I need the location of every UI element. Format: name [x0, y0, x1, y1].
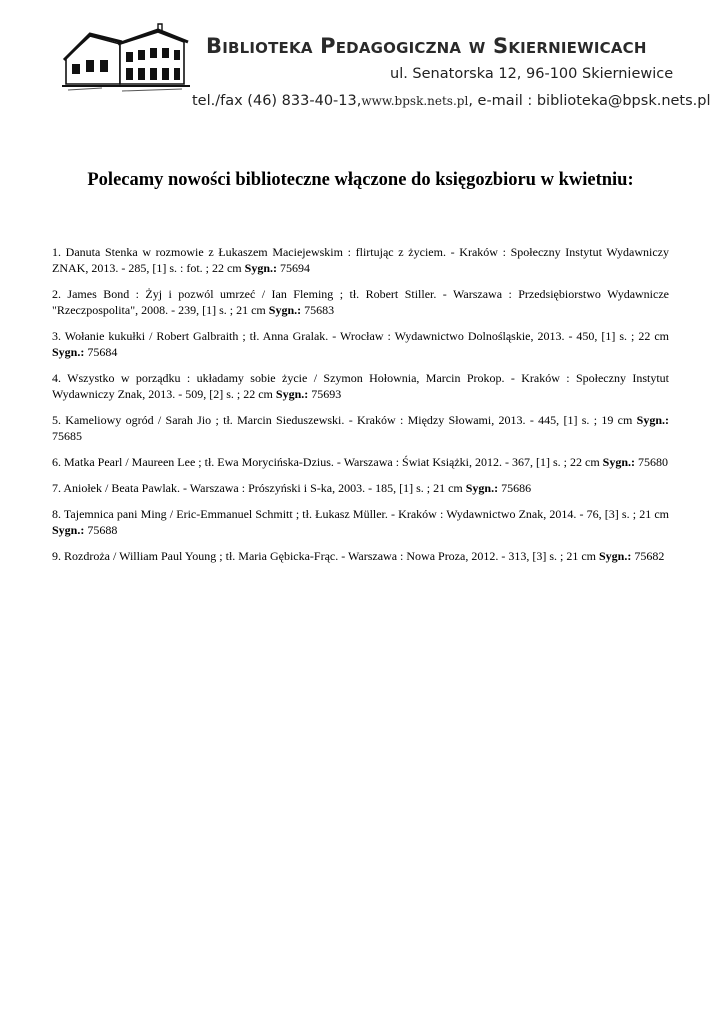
sygn-label: Sygn.: [275, 387, 309, 401]
sygn-label: Sygn.: [52, 345, 85, 359]
sygn-label: Sygn.: [244, 261, 277, 275]
call-number: 75688 [87, 523, 118, 537]
phone-fax: tel./fax (46) 833-40-13, [192, 93, 362, 109]
email-address: , e-mail : biblioteka@bpsk.nets.pl [468, 93, 711, 109]
sygn-label: Sygn.: [636, 413, 669, 427]
entry-description: 9. Rozdroża / William Paul Young ; tł. Maria Gębicka-Frąc. - Warszawa : Nowa Proza, 2012. - 313, [3] s. ; 21 cm [52, 549, 596, 563]
sygn-label: Sygn.: [599, 549, 632, 563]
book-list [52, 244, 669, 574]
list-item [52, 328, 669, 360]
website-link[interactable]: www.bpsk.nets.pl [361, 94, 469, 108]
entry-description: 5. Kameliowy ogród / Sarah Jio ; tł. Marcin Sieduszewski. - Kraków : Między Słowami, 2013. - 445, [1] s. ; 19 cm [52, 413, 633, 427]
entry-description: 4. Wszystko w porządku : układamy sobie życie / Szymon Hołownia, Marcin Prokop. - Kraków : Społeczny Instytut Wydawniczy Znak, 2013. - 509, [2] s. ; 22 cm [52, 371, 669, 401]
call-number: 75683 [304, 303, 335, 317]
library-building-logo [62, 14, 192, 94]
list-item [52, 454, 669, 470]
entry-description: 2. James Bond : Żyj i pozwól umrzeć / Ian Fleming ; tł. Robert Stiller. - Warszawa : Przedsiębiorstwo Wydawnicze "Rzeczpospolita", 2008. - 239, [1] s. ; 21 cm [52, 287, 669, 317]
list-item [52, 506, 669, 538]
entry-description: 3. Wołanie kukułki / Robert Galbraith ; tł. Anna Gralak. - Wrocław : Wydawnictwo Dolnośląskie, 2013. - 450, [1] s. ; 22 cm [52, 329, 669, 343]
entry-description: 1. Danuta Stenka w rozmowie z Łukaszem Maciejewskim : flirtując z życiem. - Kraków : Społeczny Instytut Wydawniczy ZNAK, 2013. - 285, [1] s. : fot. ; 22 cm [52, 245, 669, 275]
call-number: 75694 [280, 261, 310, 275]
call-number: 75693 [311, 387, 342, 401]
sygn-label: Sygn.: [465, 481, 499, 495]
list-item [52, 286, 669, 318]
letterhead [0, 0, 721, 130]
entry-description: 6. Matka Pearl / Maureen Lee ; tł. Ewa Morycińska-Dzius. - Warszawa : Świat Książki, 2012. - 367, [1] s. ; 22 cm [52, 455, 600, 469]
call-number: 75684 [87, 345, 118, 359]
sygn-label: Sygn.: [52, 523, 85, 537]
sygn-label: Sygn.: [602, 455, 636, 469]
call-number: 75685 [52, 429, 82, 443]
list-item [52, 244, 669, 276]
list-item [52, 480, 669, 496]
list-item [52, 370, 669, 402]
list-item [52, 548, 669, 564]
entry-description: 7. Aniołek / Beata Pawlak. - Warszawa : Prószyński i S-ka, 2003. - 185, [1] s. ; 21 cm [52, 481, 463, 495]
library-contact [192, 93, 711, 109]
call-number: 75682 [634, 549, 665, 563]
library-address: ul. Senatorska 12, 96-100 Skierniewice [390, 66, 674, 82]
list-item [52, 412, 669, 444]
page-title: Polecamy nowości biblioteczne włączone do księgozbioru w kwietniu: [87, 170, 634, 190]
call-number: 75680 [638, 455, 669, 469]
sygn-label: Sygn.: [268, 303, 302, 317]
library-name: Biblioteka Pedagogiczna w Skierniewicach [206, 34, 647, 58]
entry-description: 8. Tajemnica pani Ming / Eric-Emmanuel Schmitt ; tł. Łukasz Müller. - Kraków : Wydawnictwo Znak, 2014. - 76, [3] s. ; 21 cm [52, 507, 669, 521]
call-number: 75686 [501, 481, 532, 495]
